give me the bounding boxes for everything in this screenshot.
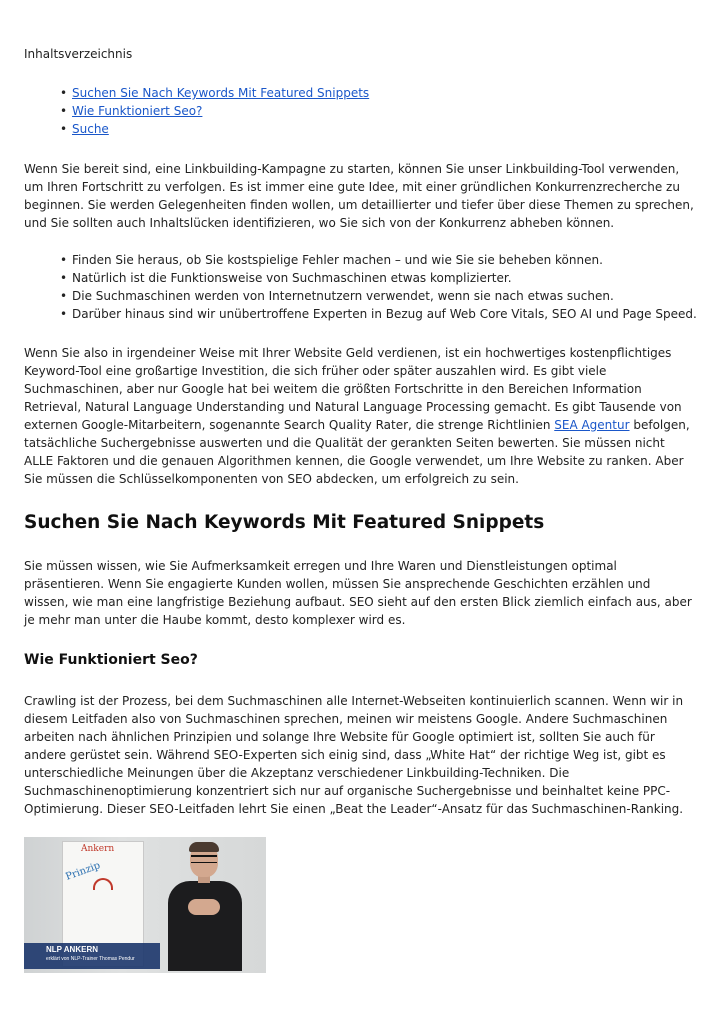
bullet-list [60, 251, 697, 323]
caption-subtitle: erklärt von NLP-Trainer Thomas Pendur [46, 956, 135, 962]
sea-agentur-link[interactable]: SEA Agentur [554, 418, 630, 432]
section-heading-wie-funktioniert-seo: Wie Funktioniert Seo? [24, 652, 198, 668]
list-item [60, 84, 369, 102]
board-drawing [93, 878, 113, 890]
toc-link-featured-snippets[interactable]: Suchen Sie Nach Keywords Mit Featured Snippets [72, 86, 370, 100]
list-item [60, 102, 369, 120]
section-paragraph: Sie müssen wissen, wie Sie Aufmerksamkeit erregen und Ihre Waren und Dienstleistungen optimal präsentieren. Wenn Sie engagierte Kunden wollen, müssen Sie ansprechende Geschichten erzählen und wissen, wie man eine langfristige Beziehung aufbaut. SEO sieht auf den ersten Blick ziemlich einfach aus, aber je mehr man unter die Haube kommt, desto komplexer wird es. [24, 559, 692, 627]
video-caption [24, 943, 160, 969]
paragraph-text: Wenn Sie also in irgendeiner Weise mit Ihrer Website Geld verdienen, ist ein hochwertiges kostenpflichtiges Keyword-Tool eine großartige Investition, die sich früher oder später auszahlen wird. Es gibt viele Suchmaschinen, aber nur Google hat bei weitem die größten Fortschritte in den Bereichen Information Retrieval, Natural Language Understanding und Natural Language Processing gemacht. Es gibt Tausende von externen Google-Mitarbeitern, sogenannte Search Quality Rater, die strenge Richtlinien [24, 346, 682, 432]
list-item [60, 120, 369, 138]
board-text: Prinzip [64, 860, 102, 883]
presenter-figure [162, 843, 248, 967]
list-item: • Darüber hinaus sind wir unübertroffene Experten in Bezug auf Web Core Vitals, SEO AI und Page Speed. [60, 305, 697, 323]
intro-paragraph-2 [24, 344, 696, 488]
board-text: Ankern [81, 844, 115, 854]
list-item: • Finden Sie heraus, ob Sie kostspielige Fehler machen – und wie Sie sie beheben können. [60, 251, 697, 269]
section-paragraph: Crawling ist der Prozess, bei dem Suchmaschinen alle Internet-Webseiten kontinuierlich scannen. Wenn wir in diesem Leitfaden also von Suchmaschinen sprechen, meinen wir meistens Google. Andere Suchmaschinen arbeiten nach ähnlichen Prinzipien und solange Ihre Website für Google optimiert ist, sollten Sie auch für andere gerüstet sein. Während SEO-Experten sich einig sind, dass „White Hat“ der richtige Weg ist, gibt es unterschiedliche Meinungen über die Akzeptanz verschiedener Linkbuilding-Techniken. Die Suchmaschinenoptimierung konzentriert sich nur auf organische Suchergebnisse und beinhaltet keine PPC-Optimierung. Dieser SEO-Leitfaden lehrt Sie einen „Beat the Leader“-Ansatz für das Suchmaschinen-Ranking. [24, 694, 684, 816]
table-of-contents [60, 84, 369, 138]
toc-title: Inhaltsverzeichnis [24, 47, 133, 61]
video-thumbnail[interactable] [24, 837, 266, 973]
caption-title: NLP ANKERN [46, 945, 99, 954]
toc-link-suche[interactable]: Suche [72, 122, 109, 136]
list-item: • Natürlich ist die Funktionsweise von Suchmaschinen etwas komplizierter. [60, 269, 697, 287]
section-heading-featured-snippets: Suchen Sie Nach Keywords Mit Featured Snippets [24, 512, 545, 533]
list-item: • Die Suchmaschinen werden von Internetnutzern verwendet, wenn sie nach etwas suchen. [60, 287, 697, 305]
toc-link-wie-funktioniert-seo[interactable]: Wie Funktioniert Seo? [72, 104, 203, 118]
intro-paragraph: Wenn Sie bereit sind, eine Linkbuilding-Kampagne zu starten, können Sie unser Linkbuilding-Tool verwenden, um Ihren Fortschritt zu verfolgen. Es ist immer eine gute Idee, mit einer gründlichen Konkurrenzrecherche zu beginnen. Sie werden Gelegenheiten finden wollen, um detaillierter und tiefer über diese Themen zu sprechen, und Sie sollten auch Inhaltslücken identifizieren, wo Sie sich von der Konkurrenz abheben können. [24, 162, 694, 230]
paragraph-text: befolgen, tatsächliche Suchergebnisse auswerten und die Qualität der gerankten Seiten bewerten. Sie müssen nicht ALLE Faktoren und die genauen Algorithmen kennen, die Google verwendet, um Ihre Website zu ranken. Aber Sie müssen die Schlüsselkomponenten von SEO abdecken, um erfolgreich zu sein. [24, 418, 690, 486]
